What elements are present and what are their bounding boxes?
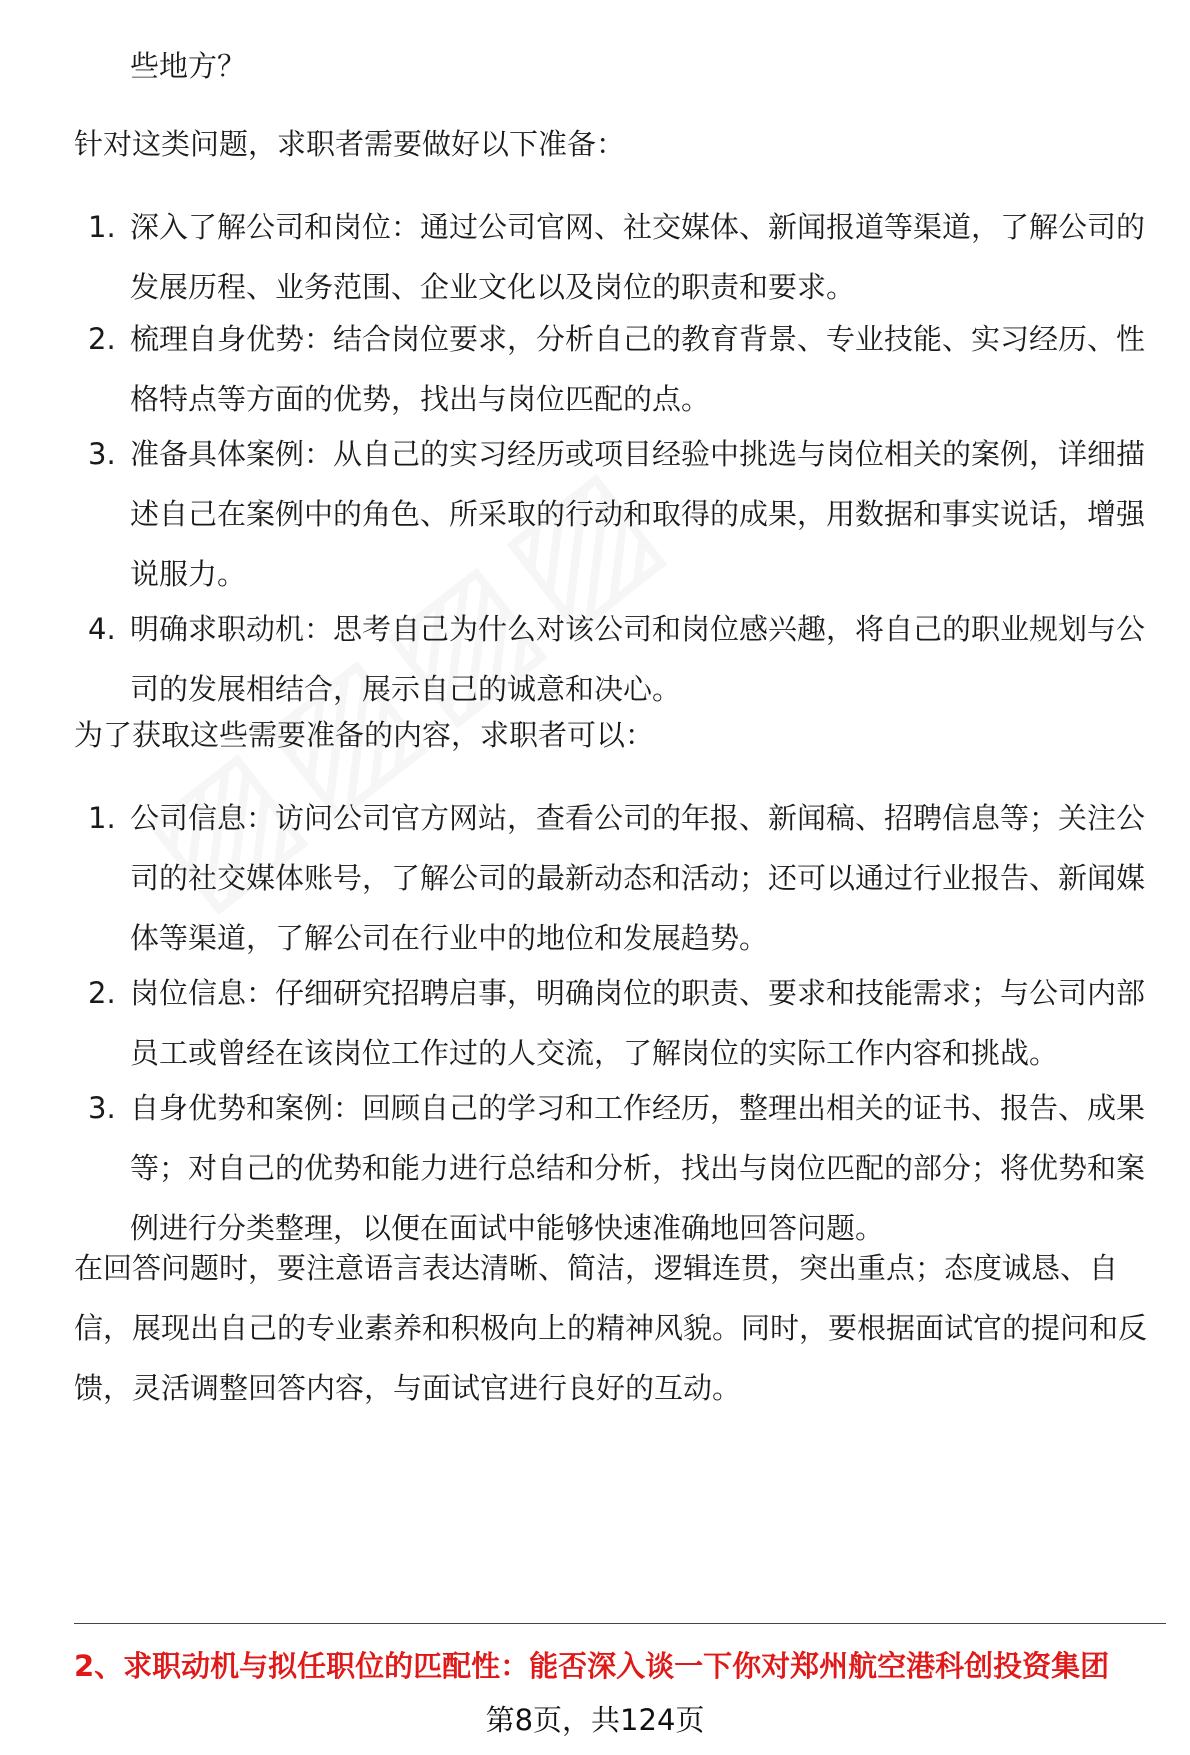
list-number: 1. [88,210,116,244]
closing-paragraph: 在回答问题时，要注意语言表达清晰、简洁，逻辑连贯，突出重点；态度诚恳、自信，展现出自己的专业素养和积极向上的精神风貌。同时，要根据面试官的提问和反馈，灵活调整回答内容，与面试官进行良好的互动。 [74,1251,1148,1405]
list-item [74,599,1164,719]
list-number: 2. [88,322,116,356]
list-item [74,424,1164,604]
list-number: 3. [88,437,116,471]
intro-continuation: 些地方？ [130,49,247,83]
prep-lead: 针对这类问题，求职者需要做好以下准备： [74,127,626,161]
list-text: 梳理自身优势：结合岗位要求，分析自己的教育背景、专业技能、实习经历、性格特点等方面的优势，找出与岗位匹配的点。 [130,322,1146,416]
section-divider [74,1623,1166,1624]
list-text: 深入了解公司和岗位：通过公司官网、社交媒体、新闻报道等渠道，了解公司的发展历程、业务范围、企业文化以及岗位的职责和要求。 [130,210,1146,304]
list-number: 1. [88,801,116,835]
list-text: 公司信息：访问公司官方网站，查看公司的年报、新闻稿、招聘信息等；关注公司的社交媒体账号，了解公司的最新动态和活动；还可以通过行业报告、新闻媒体等渠道，了解公司在行业中的地位和发展趋势。 [130,801,1146,955]
list-number: 2. [88,976,116,1010]
gather-list [74,788,1164,1258]
list-text: 岗位信息：仔细研究招聘启事，明确岗位的职责、要求和技能需求；与公司内部员工或曾经在该岗位工作过的人交流，了解岗位的实际工作内容和挑战。 [130,976,1146,1070]
list-number: 3. [88,1091,116,1125]
list-number: 4. [88,612,116,646]
list-text: 自身优势和案例：回顾自己的学习和工作经历，整理出相关的证书、报告、成果等；对自己的优势和能力进行总结和分析，找出与岗位匹配的部分；将优势和案例进行分类整理，以便在面试中能够快速准确地回答问题。 [130,1091,1146,1245]
list-text: 准备具体案例：从自己的实习经历或项目经验中挑选与岗位相关的案例，详细描述自己在案例中的角色、所采取的行动和取得的成果，用数据和事实说话，增强说服力。 [130,437,1146,591]
list-item [74,788,1164,968]
list-item [74,963,1164,1083]
list-item [74,309,1164,429]
list-item [74,197,1164,317]
list-text: 明确求职动机：思考自己为什么对该公司和岗位感兴趣，将自己的职业规划与公司的发展相结合，展示自己的诚意和决心。 [130,612,1146,706]
next-question-heading: 2、求职动机与拟任职位的匹配性：能否深入谈一下你对郑州航空港科创投资集团 [74,1649,1110,1683]
prep-list [74,197,1164,719]
list-item [74,1078,1164,1258]
page-number: 第8页，共124页 [485,1703,705,1737]
gather-lead: 为了获取这些需要准备的内容，求职者可以： [74,718,655,752]
